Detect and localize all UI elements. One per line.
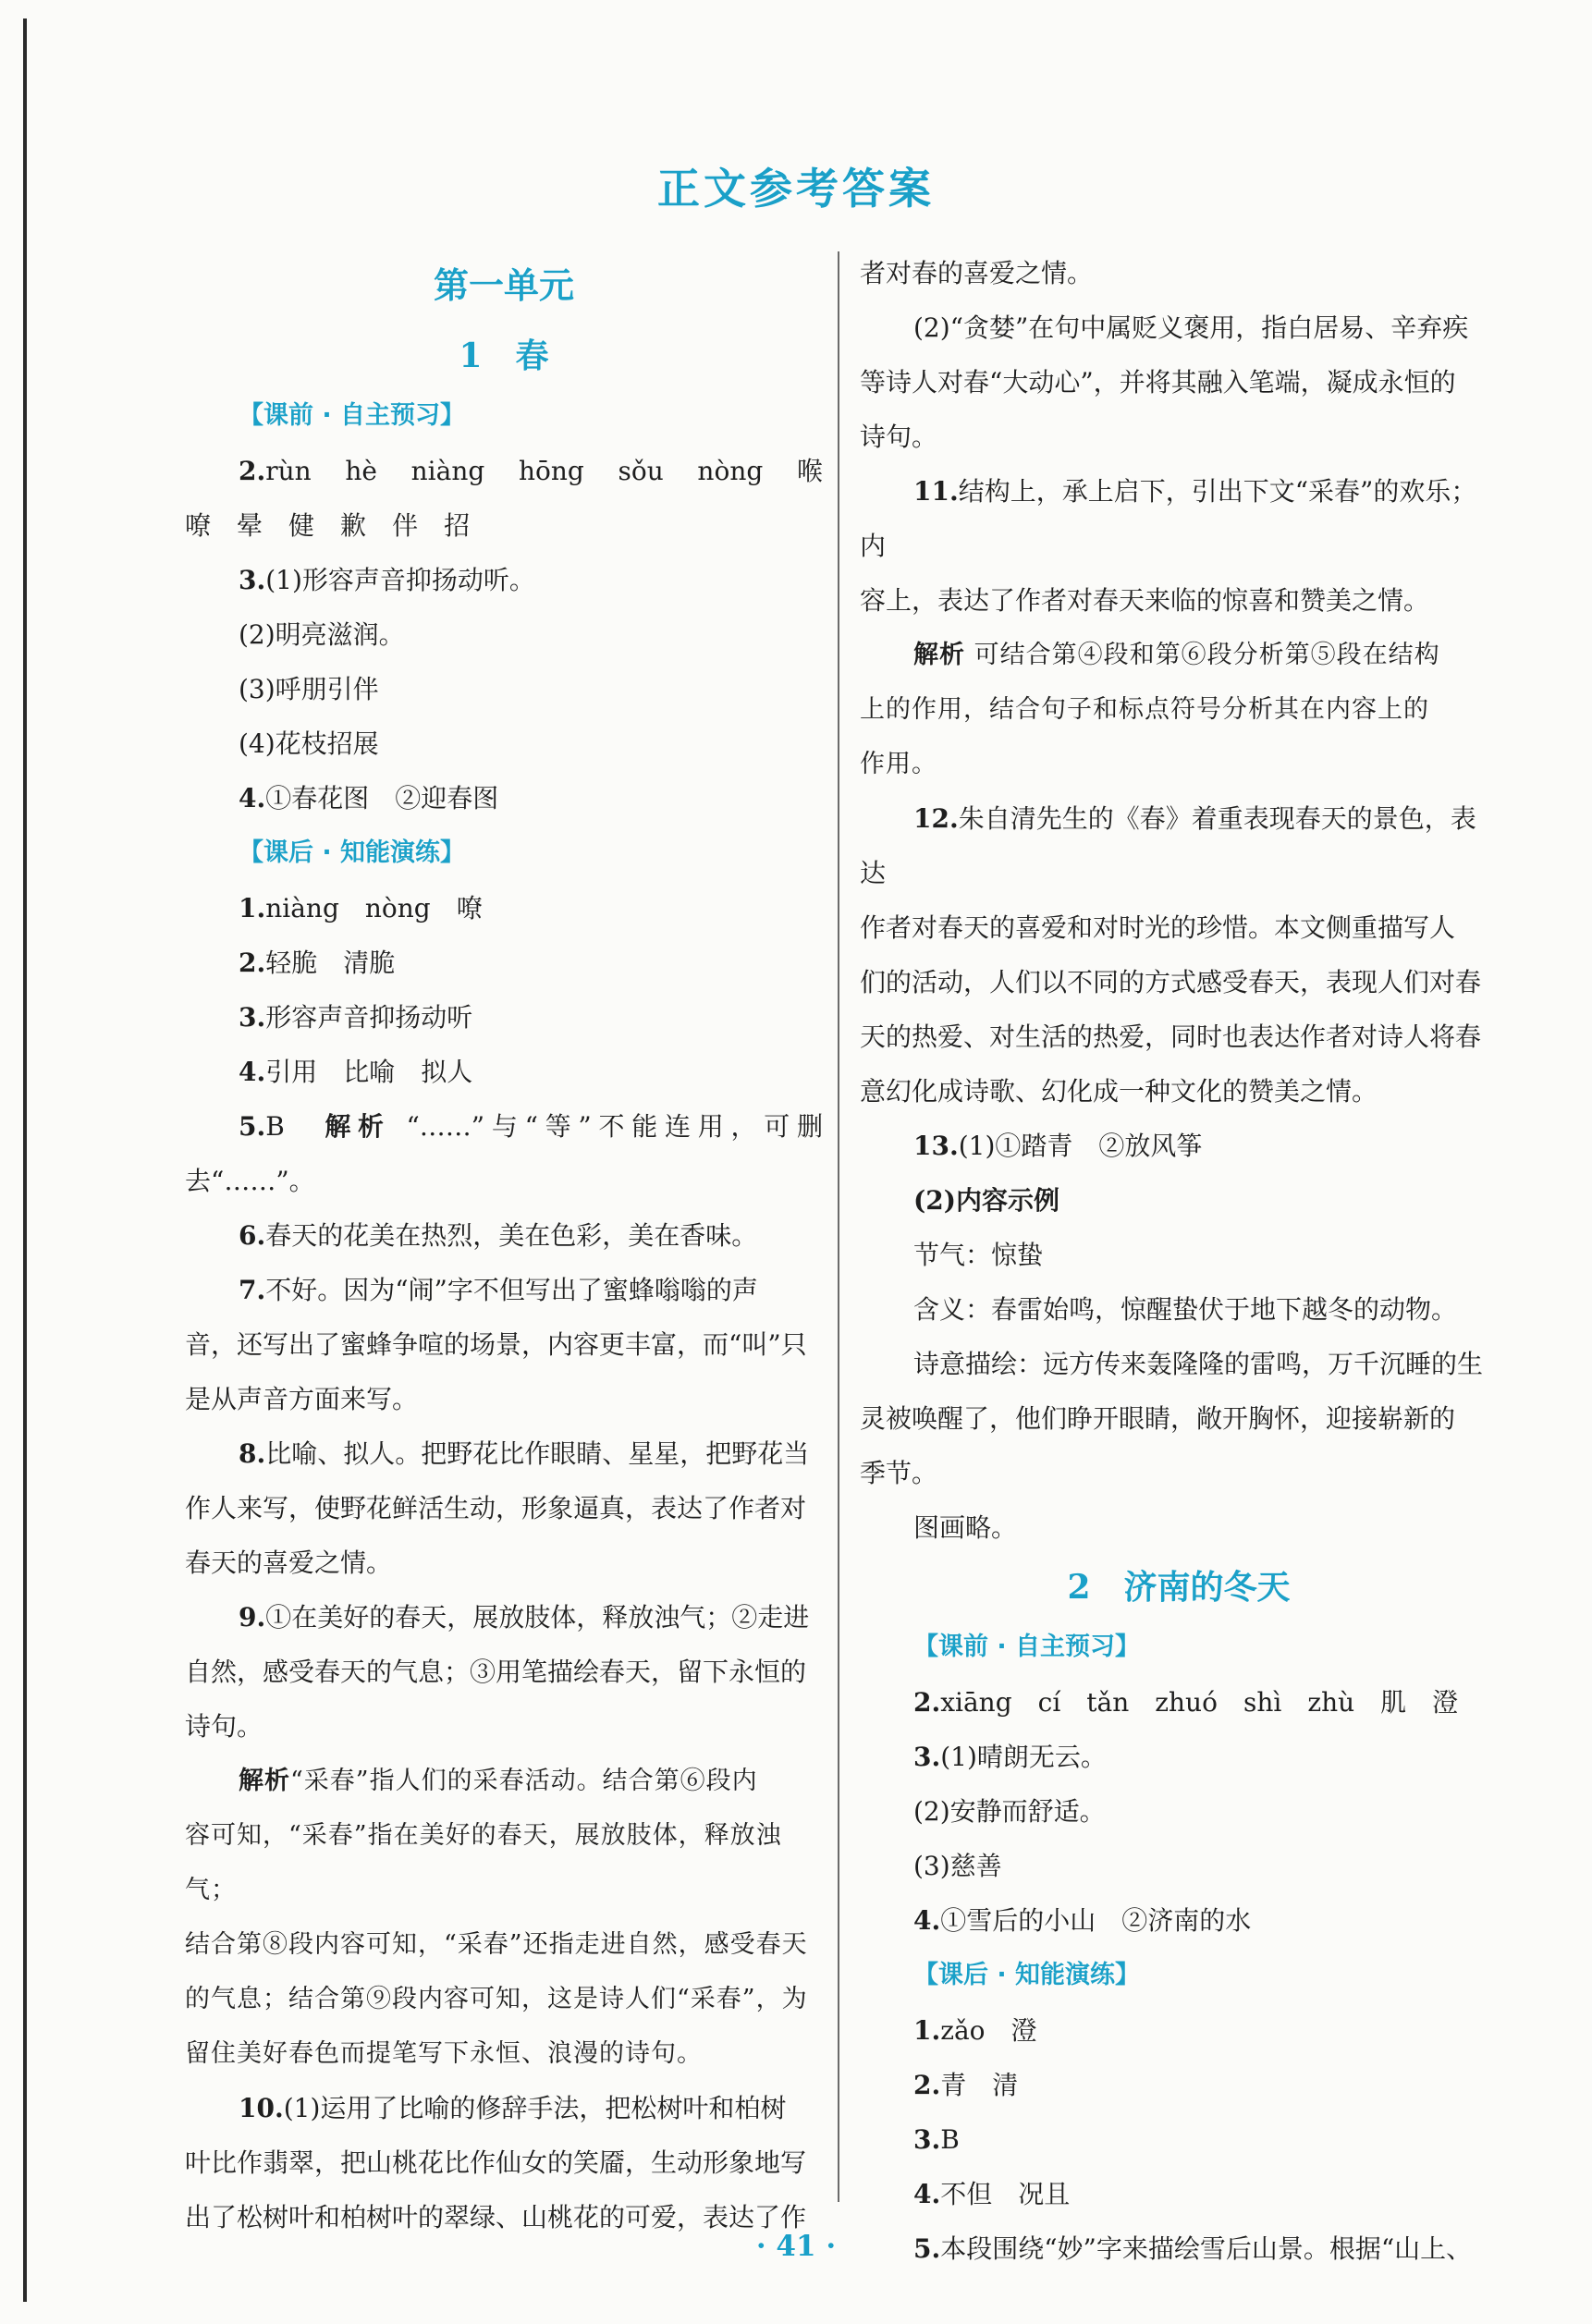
answer-q3-4: (4)花枝招展 — [239, 728, 379, 759]
page-number: · 41 · — [755, 2230, 837, 2263]
answer-t1: 1.zǎo 澄 — [913, 2015, 1037, 2046]
lesson-heading: 1 春 — [459, 336, 549, 375]
answer-p7-line1: 7.不好。因为“闹”字不但写出了蜜蜂嗡嗡的声 — [239, 1275, 758, 1305]
section-tag-pre: 【课前 · 自主预习】 — [913, 1633, 1141, 1661]
section-tag-post: 【课后 · 知能演练】 — [239, 838, 466, 867]
explanation-r11-line3: 作用。 — [860, 750, 937, 778]
answer-p9-line2: 自然，感受春天的气息；③用笔描绘春天，留下永恒的 — [185, 1657, 807, 1687]
answer-p1: 1.niàng nòng 嘹 — [239, 893, 483, 923]
answer-p8-line3: 春天的喜爱之情。 — [185, 1547, 393, 1578]
answer-s3-2: (2)安静而舒适。 — [913, 1796, 1106, 1827]
left-column — [185, 250, 823, 2244]
answer-r11-line1: 11.结构上，承上启下，引出下文“采春”的欢乐；内 — [860, 476, 1477, 561]
column-divider — [838, 251, 839, 2202]
answer-r13-hanyi: 含义：春雷始鸣，惊醒蛰伏于地下越冬的动物。 — [913, 1294, 1458, 1325]
answer-r10-2-line1: (2)“贪婪”在句中属贬义褒用，指白居易、辛弃疾 — [913, 312, 1469, 343]
answer-r13-jieqi: 节气：惊蛰 — [913, 1240, 1044, 1270]
answer-q2-line2: 嘹 晕 健 歉 伴 招 — [185, 510, 471, 541]
answer-p8-line2: 作人来写，使野花鲜活生动，形象逼真，表达了作者对 — [185, 1493, 807, 1523]
answer-p9-line3: 诗句。 — [185, 1711, 263, 1742]
answer-s2: 2.xiāng cí tǎn zhuó shì zhù 肌 澄 — [913, 1687, 1459, 1718]
answer-r12-line4: 天的热爱、对生活的热爱，同时也表达作者对诗人将春 — [860, 1021, 1482, 1052]
answer-p7-line2: 音，还写出了蜜蜂争喧的场景，内容更丰富，而“叫”只 — [185, 1329, 807, 1360]
explanation-p9-line3: 结合第⑧段内容可知，“采春”还指走进自然，感受春天 — [185, 1930, 808, 1959]
answer-r13-shiyi-line1: 诗意描绘：远方传来轰隆隆的雷鸣，万千沉睡的生 — [913, 1349, 1484, 1379]
answer-r13-shiyi-line2: 灵被唤醒了，他们睁开眼睛，敞开胸怀，迎接崭新的 — [860, 1403, 1456, 1434]
answer-p8-line1: 8.比喻、拟人。把野花比作眼睛、星星，把野花当 — [239, 1438, 810, 1469]
answer-p5-line1: 5.B 解析 “……”与“等”不能连用，可删 — [239, 1111, 823, 1142]
answer-t4: 4.不但 况且 — [913, 2179, 1071, 2209]
answer-s3-3: (3)慈善 — [913, 1851, 1002, 1881]
answer-q3-1: 3.(1)形容声音抑扬动听。 — [239, 565, 535, 595]
answer-r10-2-line2: 等诗人对春“大动心”，并将其融入笔端，凝成永恒的 — [860, 367, 1456, 398]
unit-heading: 第一单元 — [433, 264, 574, 306]
answer-r0: 者对春的喜爱之情。 — [860, 258, 1094, 288]
explanation-p9-line4: 的气息；结合第⑨段内容可知，这是诗人们“采春”，为 — [185, 1985, 808, 2013]
answer-q3-3: (3)呼朋引伴 — [239, 674, 379, 704]
answer-t5: 5.本段围绕“妙”字来描绘雪后山景。根据“山上、 — [913, 2233, 1473, 2264]
answer-p10-line3: 出了松树叶和柏树叶的翠绿、山桃花的可爱，表达了作 — [185, 2202, 807, 2232]
answer-q2-line1: 2.rùn hè niàng hōng sǒu nòng 喉 — [239, 456, 823, 486]
answer-t2: 2.青 清 — [913, 2070, 1019, 2100]
explanation-p9-line1: 解析“采春”指人们的采春活动。结合第⑥段内 — [239, 1767, 758, 1795]
answer-r11-line2: 容上，表达了作者对春天来临的惊喜和赞美之情。 — [860, 585, 1430, 616]
answer-r13-1: 13.(1)①踏青 ②放风筝 — [913, 1131, 1203, 1161]
answer-q4: 4.①春花图 ②迎春图 — [239, 783, 499, 813]
answer-r13-tu: 图画略。 — [913, 1512, 1018, 1543]
answer-s4: 4.①雪后的小山 ②济南的水 — [913, 1905, 1252, 1936]
jiexi-label: 解析 — [913, 641, 965, 669]
answer-p4: 4.引用 比喻 拟人 — [239, 1057, 473, 1087]
answer-r13-2: (2)内容示例 — [913, 1185, 1059, 1216]
explanation-r11-line2: 上的作用，结合句子和标点符号分析其在内容上的 — [860, 695, 1429, 724]
answer-r12-line5: 意幻化成诗歌、幻化成一种文化的赞美之情。 — [860, 1076, 1378, 1107]
page-title: 正文参考答案 — [657, 164, 935, 214]
answer-p5-line2: 去“……”。 — [185, 1166, 315, 1196]
answer-p3: 3.形容声音抑扬动听 — [239, 1002, 473, 1033]
answer-q3-2: (2)明亮滋润。 — [239, 619, 405, 650]
jiexi-label: 解析 — [239, 1767, 290, 1795]
section-tag-pre: 【课前 · 自主预习】 — [239, 401, 466, 430]
answer-r12-line3: 们的活动，人们以不同的方式感受春天，表现人们对春 — [860, 967, 1482, 997]
right-column — [860, 246, 1498, 2276]
answer-r12-line2: 作者对春天的喜爱和对时光的珍惜。本文侧重描写人 — [860, 912, 1456, 943]
answer-p10-line1: 10.(1)运用了比喻的修辞手法，把松树叶和柏树 — [239, 2093, 787, 2123]
answer-p6: 6.春天的花美在热烈，美在色彩，美在香味。 — [239, 1220, 758, 1251]
answer-p9-line1: 9.①在美好的春天，展放肢体，释放浊气；②走进 — [239, 1602, 810, 1633]
answer-r13-shiyi-line3: 季节。 — [860, 1458, 938, 1488]
answer-t3: 3.B — [913, 2124, 960, 2155]
lesson-heading: 2 济南的冬天 — [1067, 1568, 1291, 1607]
explanation-p9-line5: 留住美好春色而提笔写下永恒、浪漫的诗句。 — [185, 2039, 703, 2068]
answer-p10-line2: 叶比作翡翠，把山桃花比作仙女的笑靥，生动形象地写 — [185, 2147, 807, 2178]
section-tag-post: 【课后 · 知能演练】 — [913, 1961, 1141, 1989]
binding-line — [23, 18, 27, 2302]
jiexi-label: 解析 — [325, 1111, 391, 1142]
explanation-p9-line2: 容可知，“采春”指在美好的春天，展放肢体，释放浊气； — [185, 1821, 782, 1904]
answer-s3-1: 3.(1)晴朗无云。 — [913, 1742, 1107, 1772]
explanation-r11-line1: 解析 可结合第④段和第⑥段分析第⑤段在结构 — [913, 641, 1440, 669]
answer-p7-line3: 是从声音方面来写。 — [185, 1384, 419, 1414]
answer-p2: 2.轻脆 清脆 — [239, 948, 396, 978]
answer-r10-2-line3: 诗句。 — [860, 422, 938, 452]
answer-r12-line1: 12.朱自清先生的《春》着重表现春天的景色，表达 — [860, 803, 1476, 888]
